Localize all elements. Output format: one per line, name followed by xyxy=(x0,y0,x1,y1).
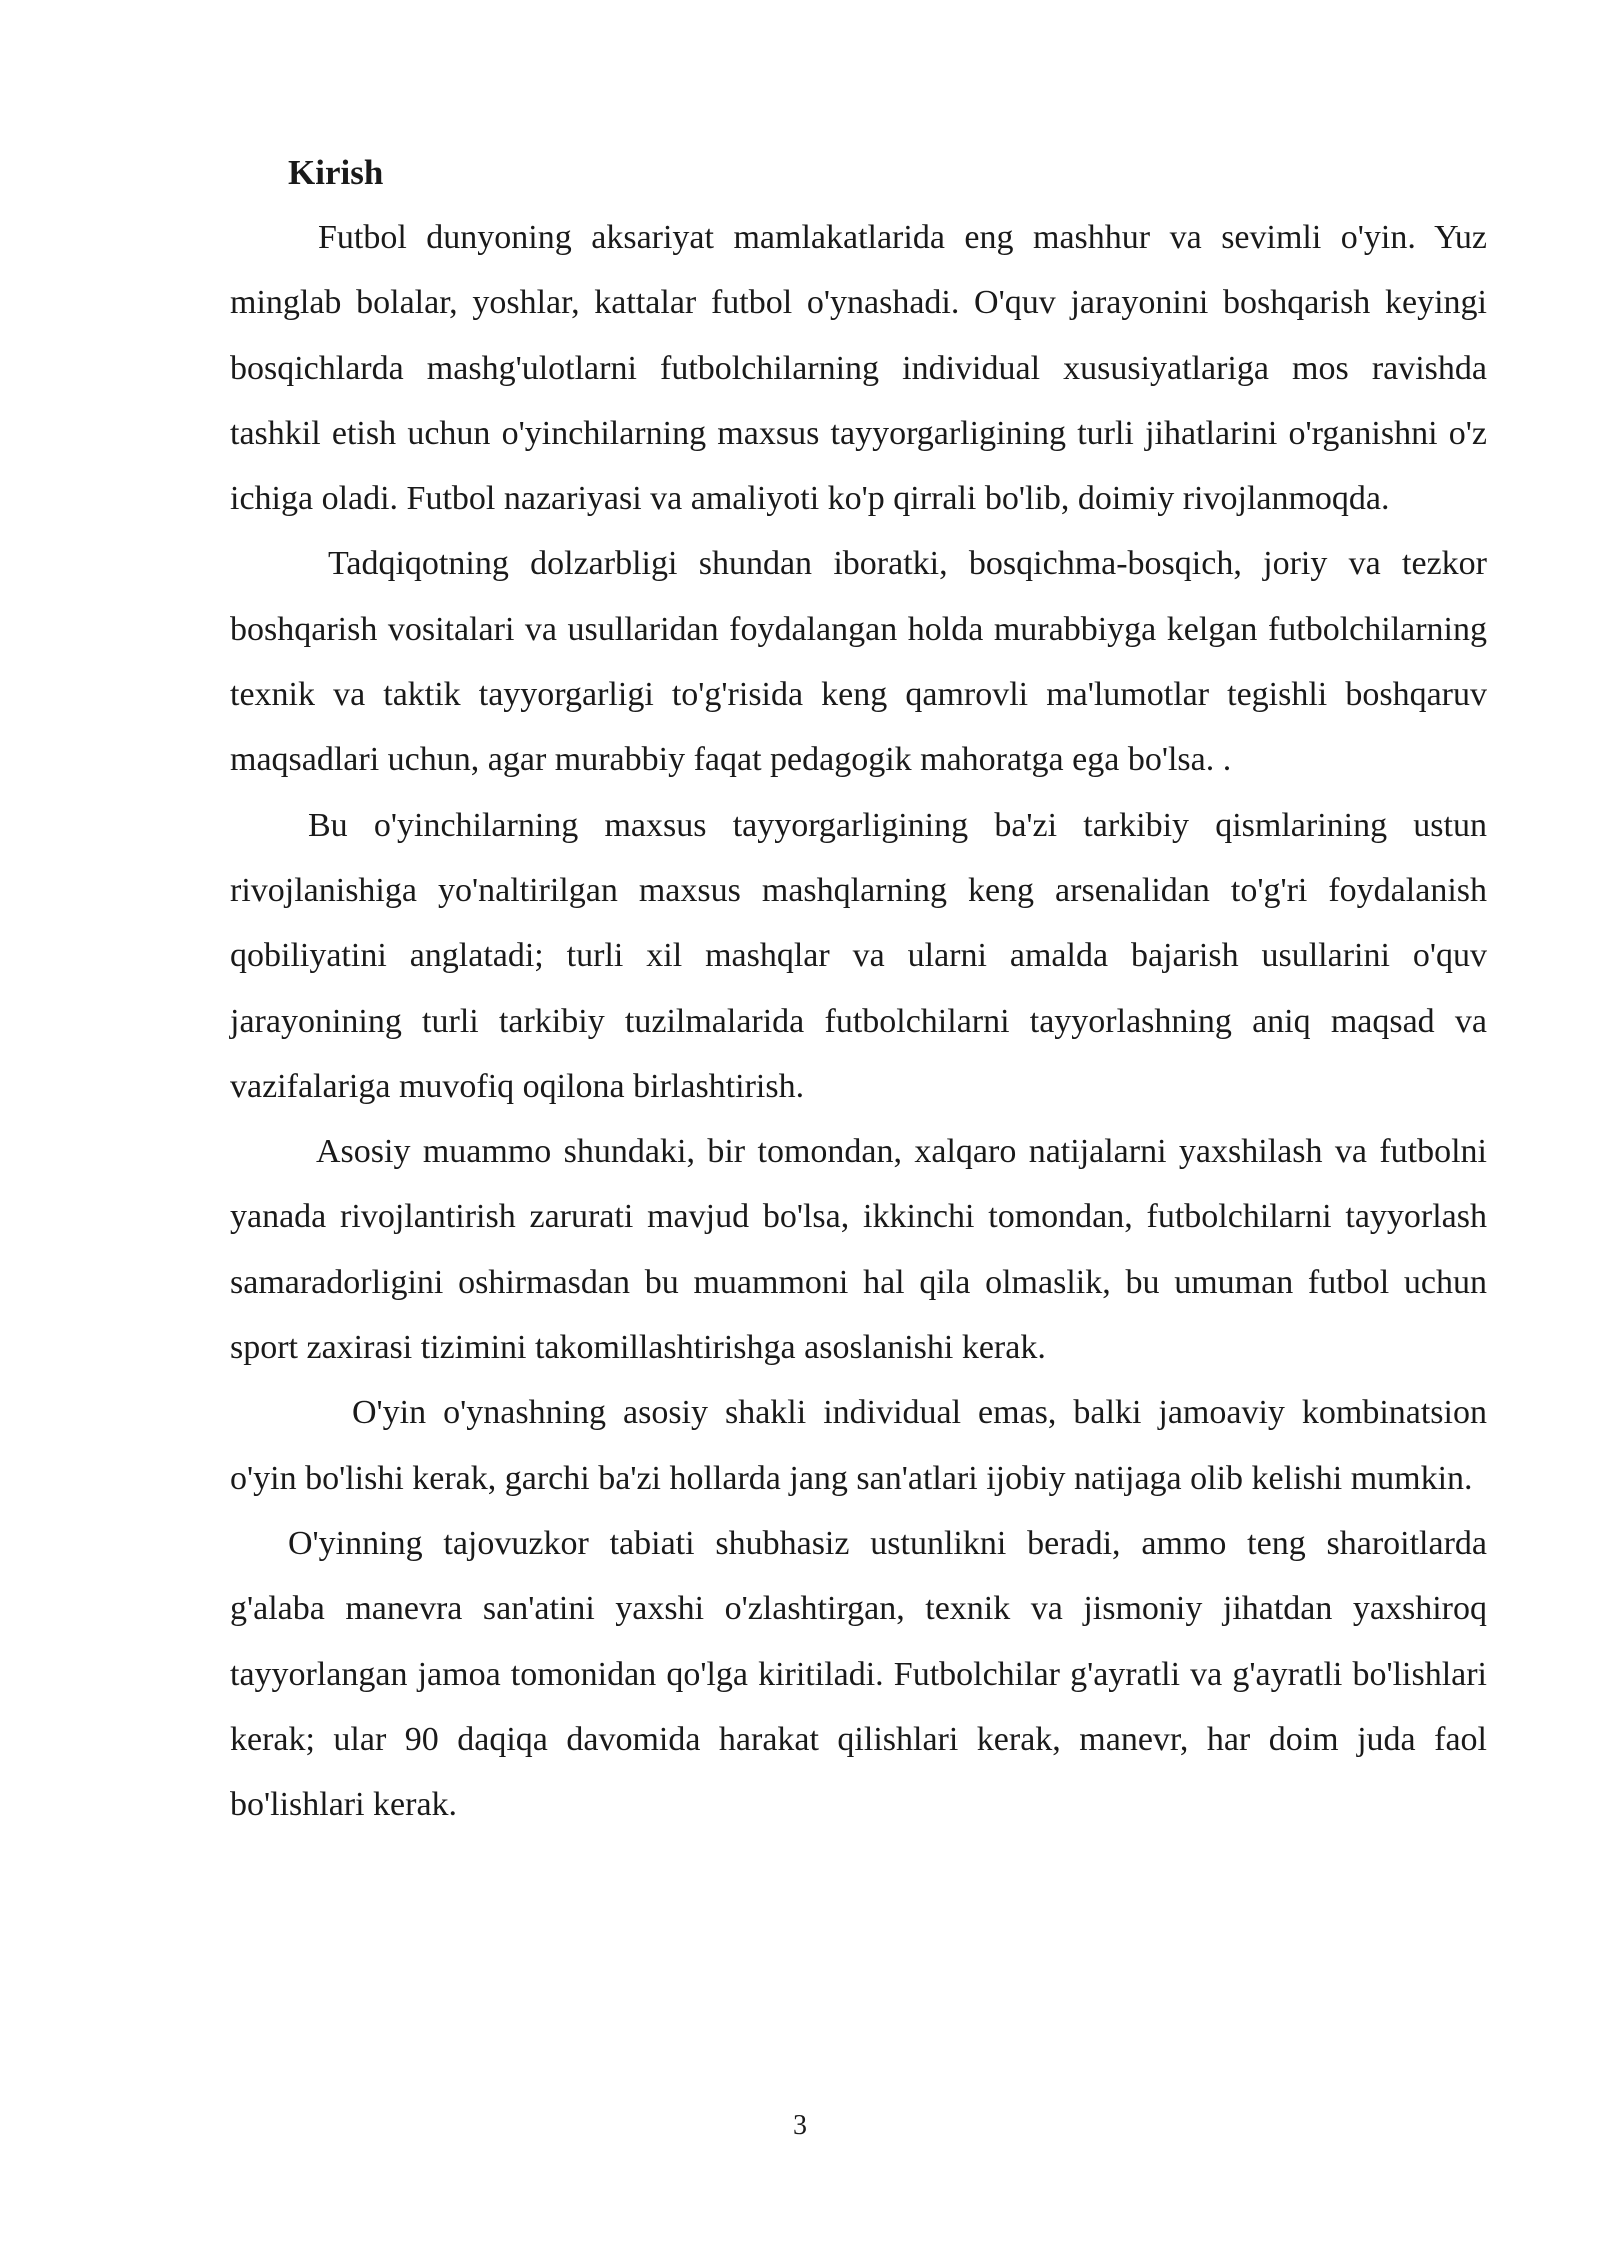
paragraph-1: Futbol dunyoning aksariyat mamlakatlarida eng mashhur va sevimli o'yin. Yuz minglab bolalar, yoshlar, kattalar futbol o'ynashadi. O'quv jarayonini boshqarish keyingi bosqichlarda mashg'ulotlarni futbolchilarning individual xususiyatlariga mos ravishda tashkil etish uchun o'yinchilarning maxsus tayyorgarligining turli jihatlarini o'rganishni o'z ichiga oladi. Futbol nazariyasi va amaliyoti ko'p qirrali bo'lib, doimiy rivojlanmoqda. xyxy=(230,219,1487,518)
paragraph-3: Bu o'yinchilarning maxsus tayyorgarligining ba'zi tarkibiy qismlarining ustun rivojlanishiga yo'naltirilgan maxsus mashqlarning keng arsenalidan to'g'ri foydalanish qobiliyatini anglatadi; turli xil mashqlar va ularni amalda bajarish usullarini o'quv jarayonining turli tarkibiy tuzilmalarida futbolchilarni tayyorlashning aniq maqsad va vazifalariga muvofiq oqilona birlashtirish. xyxy=(230,806,1487,1105)
page-number: 3 xyxy=(793,2110,807,2141)
paragraph-4: Asosiy muammo shundaki, bir tomondan, xalqaro natijalarni yaxshilash va futbolni yanada rivojlantirish zarurati mavjud bo'lsa, ikkinchi tomondan, futbolchilarni tayyorlash samaradorligini oshirmasdan bu muammoni hal qila olmaslik, bu umuman futbol uchun sport zaxirasi tizimini takomillashtirishga asoslanishi kerak. xyxy=(230,1133,1487,1367)
paragraph-5: O'yin o'ynashning asosiy shakli individual emas, balki jamoaviy kombinatsion o'yin bo'lishi kerak, garchi ba'zi hollarda jang san'atlari ijobiy natijaga olib kelishi mumkin. xyxy=(230,1394,1487,1497)
paragraph-2: Tadqiqotning dolzarbligi shundan iboratki, bosqichma-bosqich, joriy va tezkor boshqarish vositalari va usullaridan foydalangan holda murabbiyga kelgan futbolchilarning texnik va taktik tayyorgarligi to'g'risida keng qamrovli ma'lumotlar tegishli boshqaruv maqsadlari uchun, agar murabbiy faqat pedagogik mahoratga ega bo'lsa. . xyxy=(230,545,1487,779)
paragraph-6: O'yinning tajovuzkor tabiati shubhasiz ustunlikni beradi, ammo teng sharoitlarda g'alaba manevra san'atini yaxshi o'zlashtirgan, texnik va jismoniy jihatdan yaxshiroq tayyorlangan jamoa tomonidan qo'lga kiritiladi. Futbolchilar g'ayratli va g'ayratli bo'lishlari kerak; ular 90 daqiqa davomida harakat qilishlari kerak, manevr, har doim juda faol bo'lishlari kerak. xyxy=(230,1524,1487,1824)
section-heading: Kirish xyxy=(288,153,384,192)
page-body xyxy=(230,140,1487,1837)
